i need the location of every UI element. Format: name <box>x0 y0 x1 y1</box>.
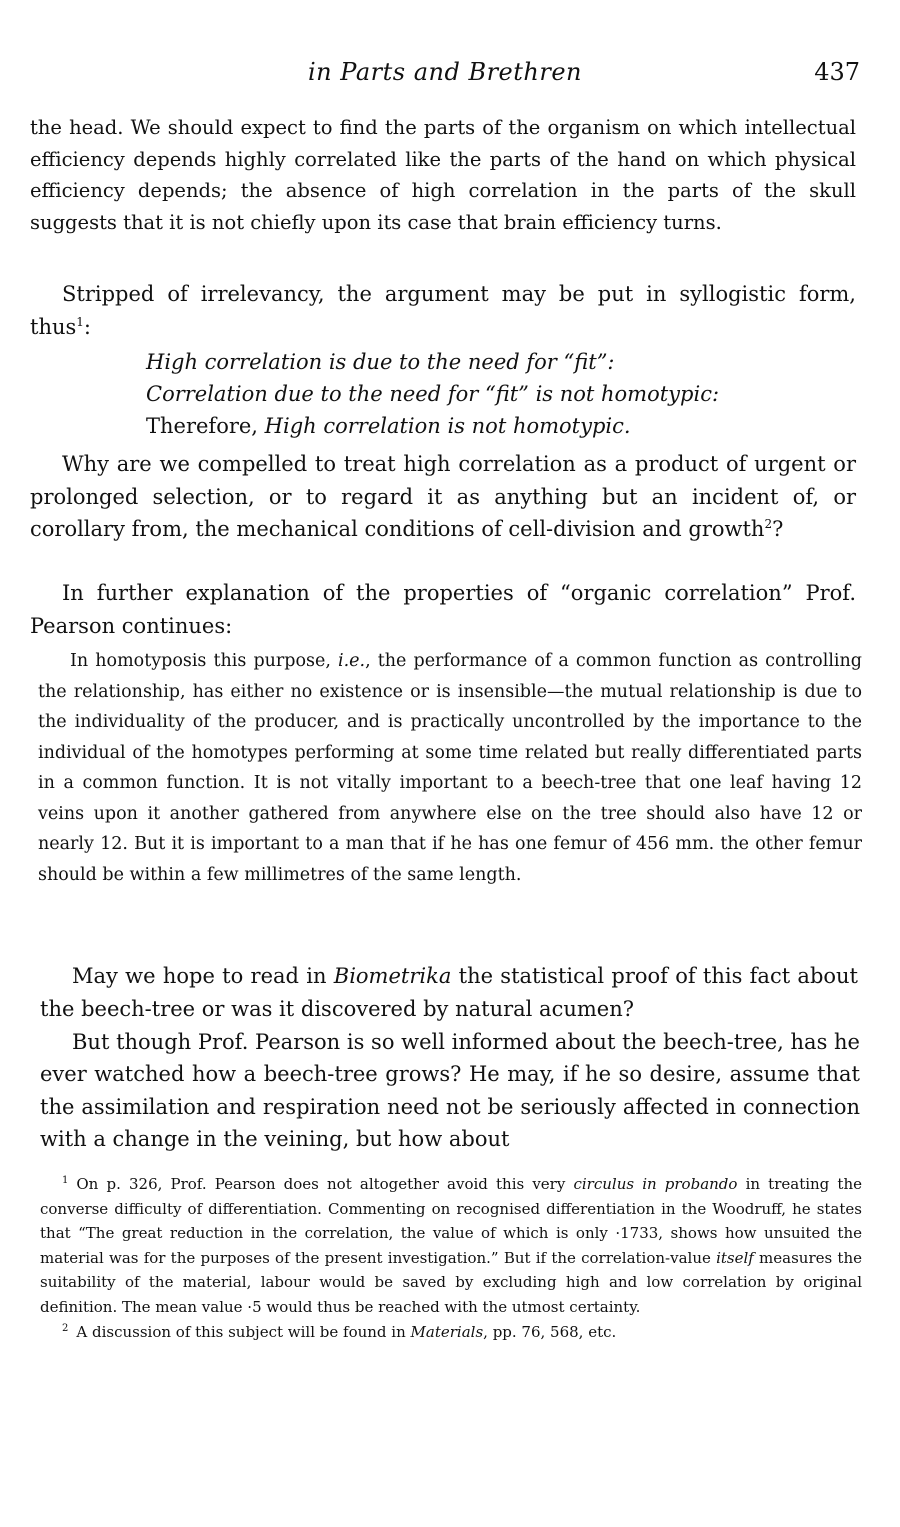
paragraph-syllogism-intro <box>30 278 856 343</box>
running-title: in Parts and Brethren <box>307 58 582 86</box>
paragraph-biometrika <box>40 960 858 1025</box>
footnote-italic: circulus in probando <box>573 1175 738 1193</box>
paragraph-end-punct: : <box>83 314 91 339</box>
footnote-ref-2: 2 <box>764 517 773 531</box>
footnote-text: , pp. 76, 568, etc. <box>483 1322 617 1341</box>
footnote-1 <box>40 1172 862 1320</box>
syllogism-conclusion <box>146 410 719 442</box>
paragraph-further-explanation: In further explanation of the properties of “organic correlation” Prof. Pearson continues: <box>30 581 856 638</box>
syllogism-premise-minor: Correlation due to the need for “fit” is not homotypic: <box>146 382 720 406</box>
footnote-text: On p. 326, Prof. Pearson does not altogether avoid this very <box>76 1175 574 1193</box>
footnote-text: measures the suitability of the material, labour would be saved by excluding high and low correlation by original definition. The mean value ·5 would thus be reached with the utmost certainty. <box>40 1248 862 1316</box>
footnote-2-mark: 2 <box>62 1322 69 1334</box>
quote-text: , the performance of a common function as controlling the relationship, has either no existence or is insensible—the mutual relationship is due to the individuality of the producer, and is practically uncontrolled by the importance to the individual of the homotypes performing at some time related but really differentiated parts in a common function. It is not vitally important to a beech-tree that one leaf having 12 veins upon it another gathered from anywhere else on the tree should also have 12 or nearly 12. But it is important to a man that if he has one femur of 456 mm. the other femur should be within a few millimetres of the same length. <box>38 651 862 885</box>
journal-title: Biometrika <box>333 964 452 988</box>
syllogism-premise-major: High correlation is due to the need for “fit”: <box>146 350 615 374</box>
paragraph-text: the statistical proof of this fact about the beech-tree or was it discovered by natural acumen? <box>40 964 858 1021</box>
paragraph-question <box>30 448 856 546</box>
footnote-italic: itself <box>716 1248 754 1267</box>
conclusion-italic: High correlation is not homotypic. <box>264 414 631 438</box>
paragraph-text: Why are we compelled to treat high correlation as a product of urgent or prolonged selection, or to regard it as anything but an incident of, or corollary from, the mechanical conditions of cell-division and growth <box>30 452 856 541</box>
footnote-italic: Materials <box>410 1322 484 1341</box>
syllogism-block <box>146 346 719 442</box>
footnotes <box>40 1172 862 1344</box>
paragraph-beech-tree: But though Prof. Pearson is so well informed about the beech-tree, has he ever watched how a beech-tree grows? He may, if he so desire, assume that the assimilation and respiration need not be seriously affected in connection with a change in the veining, but how about <box>40 1030 860 1151</box>
conclusion-prefix: Therefore, <box>146 414 265 438</box>
quote-text: In homotyposis this purpose, <box>70 651 339 671</box>
footnote-2 <box>40 1320 862 1345</box>
footnote-1-mark: 1 <box>62 1175 69 1186</box>
block-quote <box>38 646 862 890</box>
quote-ie: i.e. <box>338 651 366 671</box>
paragraph-continuation: the head. We should expect to find the parts of the organism on which intellectual efficiency depends highly correlated like the parts of the hand on which physical efficiency depends; the absence of high correlation in the parts of the skull suggests that it is not chiefly upon its case that brain efficiency turns. <box>30 116 856 234</box>
footnote-text: in treating the converse difficulty of differentiation. Commenting on recognised differentiation in the Woodruff, he states that “The great reduction in the correlation, the value of which is only ·1733, shows how unsuited the material was for the purposes of the present investigation.” But if the correlation-value <box>40 1175 862 1267</box>
paragraph-text: Stripped of irrelevancy, the argument may be put in syllogistic form, thus <box>30 282 856 339</box>
paragraph-end-punct: ? <box>772 517 784 541</box>
footnote-ref-1: 1 <box>76 314 84 329</box>
page-number: 437 <box>814 58 860 86</box>
running-head <box>30 58 860 92</box>
paragraph-text: May we hope to read in <box>72 964 334 988</box>
footnote-text: A discussion of this subject will be found in <box>76 1322 411 1341</box>
